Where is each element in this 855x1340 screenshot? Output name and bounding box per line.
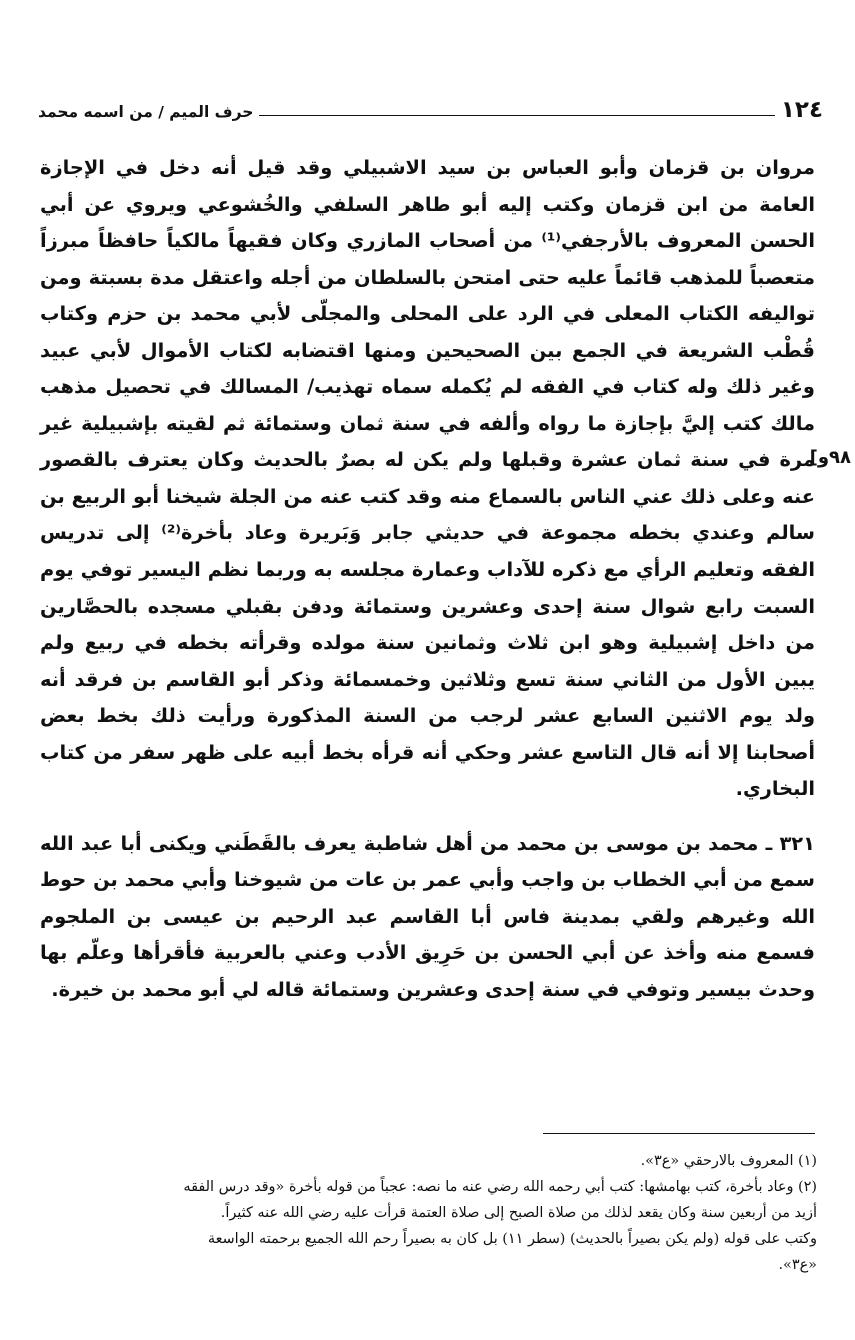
footnote-2-line-1: (٢) وعاد بأخرة، كتب بهامشها: كتب أبي رحمه الله رضي عنه ما نصه: عجباً من قوله بأخرة «وقد درس الفقه — [183, 1179, 817, 1195]
entry-321-text: محمد بن موسى بن محمد من أهل شاطبة يعرف بالقَطَني ويكنى أبا عبد الله سمع من أبي الخطاب بن واجب وأبي عمر بن عات من شيوخنا وأبي محمد بن حوط الله وغيرهم ولقي بمدينة فاس أبا القاسم عبد الرحيم بن عيسى بن الملجوم فسمع منه وأخذ عن أبي الحسن بن حَرِيق الأدب وعني بالعربية فأقرأها وعلّم بها وحدث بيسير وتوفي في سنة إحدى وعشرين وستمائة قاله لي أبو محمد بن خيرة. — [40, 831, 815, 1002]
entry-number: ٣٢١ ـ — [765, 831, 815, 855]
footnote-2-line-2: أزيد من أربعين سنة وكان يقعد لذلك من صلاة الصبح إلى صلاة العتمة قرأت عليه رضي الله عنه كثيراً. — [220, 1205, 817, 1221]
footnote-1: (١) المعروف بالارحقي «ع٣». — [640, 1153, 817, 1169]
paragraph-continued-entry: مروان بن قزمان وأبو العباس بن سيد الاشبيلي وقد قيل أنه دخل في الإجازة العامة من ابن قزمان وكتب إليه أبو طاهر السلفي والخُشوعي ويروي عن أبي الحسن المعروف بالأرجفي⁽¹⁾ من أصحاب المازري وكان فقيهاً مالكياً حافظاً مبرزاً متعصباً للمذهب قائماً عليه حتى امتحن بالسلطان من أجله واعتقل مدة بسبتة ومن تواليفه الكتاب المعلى في الرد على المحلى والمجلّى لأبي محمد بن حزم وكتاب قُطْب الشريعة في الجمع بين الصحيحين ومنها اقتضابه لكتاب الأموال لأبي عبيد وغير ذلك وله كتاب في الفقه لم يُكمله سماه تهذيب/ المسالك في تحصيل مذهب مالك كتب إليَّ بإجازة ما رواه وألفه في سنة ثمان وستمائة ثم لقيته بإشبيلية غير مرة في سنة ثمان عشرة وقبلها ولم يكن له بصرٌ بالحديث وكان يعترف بالقصور عنه وعلى ذلك عني الناس بالسماع منه وقد كتب عنه من الجلة شيخنا أبو الربيع بن سالم وعندي بخطه مجموعة في حديثي جابر وَبَريرة وعاد بأخرة⁽²⁾ إلى تدريس الفقه وتعليم الرأي مع ذكره للآداب وعمارة مجلسه به وربما نظم اليسير توفي يوم السبت رابع شوال سنة إحدى وعشرين وستمائة ودفن بقبلي مسجده بالحصَّارين من داخل إشبيلية وهو ابن ثلاث وثمانين سنة مولده وقرأته بخطه في ربيع ولم يبين الأول من الثاني سنة تسع وثلاثين وخمسمائة وذكر أبو القاسم بن فرقد أنه ولد يوم الاثنين السابع عشر لرجب من السنة المذكورة ورأيت ذلك بخط بعض أصحابنا إلا أنه قال التاسع عشر وحكي أنه قرأه بخط أبيه على ظهر سفر من كتاب البخاري. — [40, 156, 815, 801]
main-text — [40, 150, 815, 1009]
page-number: ١٢٤ — [780, 97, 823, 123]
paragraph-entry-321 — [40, 826, 815, 1009]
footnote-2-line-3: وكتب على قوله (ولم يكن بصيراً بالحديث) (سطر ١١) بل كان به بصيراً رحم الله الجميع برحمته الواسعة — [207, 1231, 817, 1247]
header-rule — [259, 115, 774, 116]
footnote-2-line-4: «ع٣». — [778, 1257, 817, 1273]
footnotes — [30, 1148, 817, 1278]
footnote-rule — [543, 1133, 815, 1134]
folio-margin-note: ٩٨و] — [809, 447, 851, 468]
running-header — [38, 90, 823, 124]
running-title: حرف الميم / من اسمه محمد — [38, 102, 254, 121]
